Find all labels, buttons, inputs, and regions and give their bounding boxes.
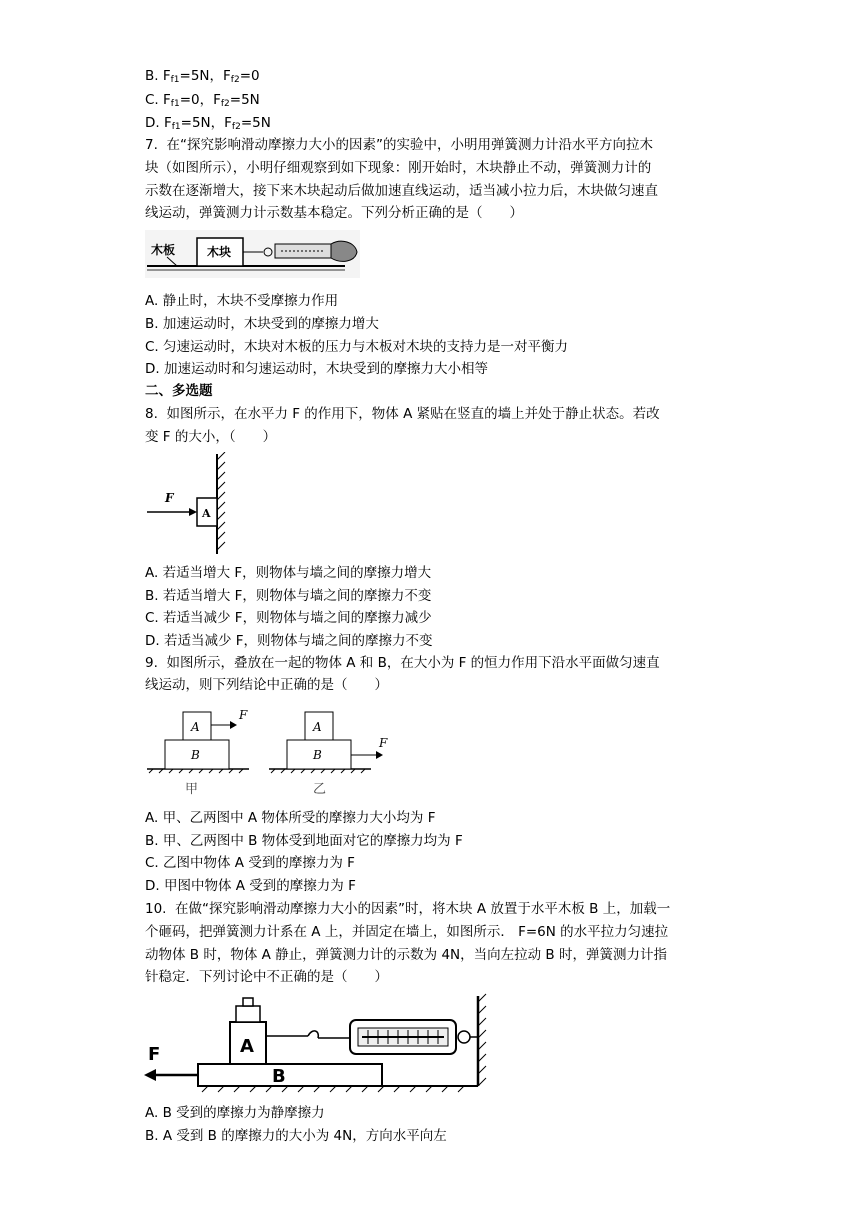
- q9-stem-line: 线运动，则下列结论中正确的是（ ）: [145, 677, 388, 693]
- board-b: [198, 1064, 382, 1086]
- q7-option-b: B. 加速运动时，木块受到的摩擦力增大: [145, 316, 379, 332]
- block-label: 木块: [207, 245, 232, 259]
- q7-stem-line: 7. 在“探究影响滑动摩擦力大小的因素”的实验中，小明用弹簧测力计沿水平方向拉木: [145, 137, 653, 153]
- q6-option-c: C. $F_{f1}=0$，$F_{f2}=5N$: [145, 92, 260, 109]
- board-b-label: B: [272, 1066, 286, 1087]
- q7-option-d: D. 加速运动时和匀速运动时，木块受到的摩擦力大小相等: [145, 361, 488, 377]
- force-label: F: [148, 1044, 161, 1065]
- q9-stem-line: 9. 如图所示，叠放在一起的物体 A 和 B，在大小为 F 的恒力作用下沿水平面做匀速直: [145, 655, 660, 671]
- q9-option-b: B. 甲、乙两图中 B 物体受到地面对它的摩擦力均为 F: [145, 833, 463, 849]
- force-label: F: [165, 491, 174, 505]
- q7-option-c: C. 匀速运动时，木块对木板的压力与木板对木块的支持力是一对平衡力: [145, 339, 569, 355]
- block-a-label: A: [240, 1036, 254, 1057]
- q7-figure-block-spring-scale: [145, 230, 360, 278]
- board-label: 木板: [151, 243, 176, 257]
- svg-text:F: F: [239, 708, 248, 722]
- q6-option-b: B. $F_{f1}=5N$，$F_{f2}=0$: [145, 68, 260, 85]
- q9-option-d: D. 甲图中物体 A 受到的摩擦力为 F: [145, 878, 356, 894]
- q10-figure-block-on-board: [142, 992, 492, 1096]
- section-heading: 二、多选题: [145, 383, 213, 399]
- q7-stem-line: 示数在逐渐增大，接下来木块起动后做加速直线运动，适当减小拉力后，木块做匀速直: [145, 183, 658, 199]
- svg-text:B: B: [191, 748, 200, 762]
- label-yi: 乙: [313, 782, 327, 797]
- weight: [236, 1006, 260, 1022]
- label-jia: 甲: [185, 782, 199, 797]
- q9-option-a: A. 甲、乙两图中 A 物体所受的摩擦力大小均为 F: [145, 810, 436, 826]
- q8-stem-line: 变 F 的大小，（ ）: [145, 429, 277, 445]
- q7-option-a: A. 静止时，木块不受摩擦力作用: [145, 293, 339, 309]
- q10-option-a: A. B 受到的摩擦力为静摩擦力: [145, 1105, 325, 1121]
- q8-option-b: B. 若适当增大 F，则物体与墙之间的摩擦力不变: [145, 588, 432, 604]
- q10-option-b: B. A 受到 B 的摩擦力的大小为 4N，方向水平向左: [145, 1128, 447, 1144]
- q7-stem-line: 块（如图所示），小明仔细观察到如下现象：刚开始时，木块静止不动，弹簧测力计的: [145, 160, 652, 176]
- q10-stem-line: 动物体 B 时，物体 A 静止，弹簧测力计的示数为 4N，当向左拉动 B 时，弹簧测力计指: [145, 947, 667, 963]
- q9-option-c: C. 乙图中物体 A 受到的摩擦力为 F: [145, 855, 355, 871]
- svg-text:A: A: [313, 720, 322, 734]
- q10-stem-line: 针稳定．下列讨论中不正确的是（ ）: [145, 969, 388, 985]
- q8-figure-block-on-wall: [145, 452, 240, 556]
- q8-stem-line: 8. 如图所示，在水平力 F 的作用下，物体 A 紧贴在竖直的墙上并处于静止状态。若改: [145, 406, 660, 422]
- svg-text:B: B: [313, 748, 322, 762]
- q8-option-c: C. 若适当减少 F，则物体与墙之间的摩擦力减少: [145, 610, 432, 626]
- q8-option-a: A. 若适当增大 F，则物体与墙之间的摩擦力增大: [145, 565, 432, 581]
- svg-text:A: A: [191, 720, 200, 734]
- q10-stem-line: 10. 在做“探究影响滑动摩擦力大小的因素”时，将木块 A 放置于水平木板 B 上，加载一: [145, 901, 671, 917]
- q10-stem-line: 个砸码，把弹簧测力计系在 A 上，并固定在墙上，如图所示． F=6N 的水平拉力匀速拉: [145, 924, 669, 940]
- block-a-label: A: [202, 507, 211, 520]
- q9-figure-stacked-blocks: [145, 703, 395, 799]
- svg-text:F: F: [379, 736, 388, 750]
- q7-stem-line: 线运动，弹簧测力计示数基本稳定。下列分析正确的是（ ）: [145, 205, 523, 221]
- q8-option-d: D. 若适当减少 F，则物体与墙之间的摩擦力不变: [145, 633, 433, 649]
- q6-option-d: D. $F_{f1}=5N$，$F_{f2}=5N$: [145, 115, 271, 132]
